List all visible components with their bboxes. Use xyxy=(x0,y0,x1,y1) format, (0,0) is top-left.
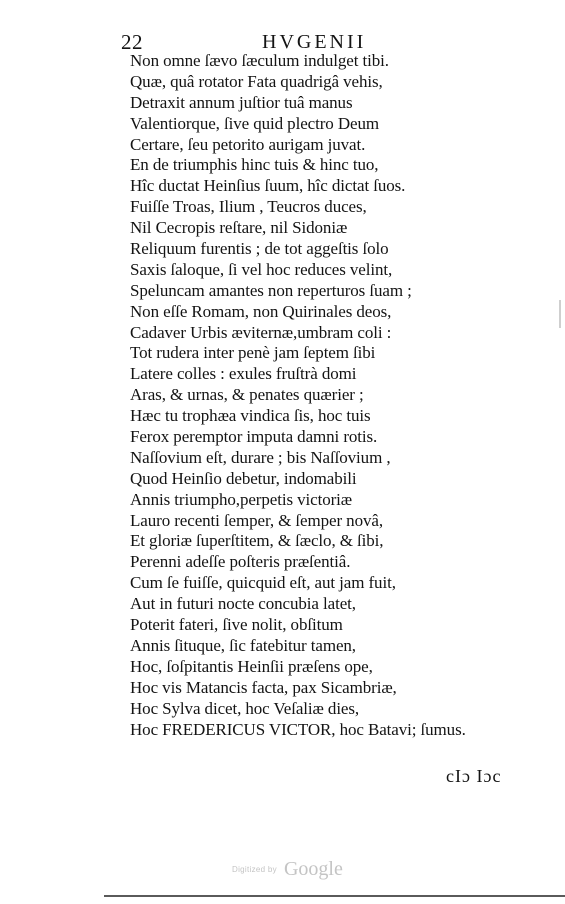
verse-line: Quæ, quâ rotator Fata quadrigâ vehis, xyxy=(130,71,383,91)
verse-line: Cadaver Urbis æviternæ,umbram coli : xyxy=(130,322,392,342)
page-bottom-edge xyxy=(104,895,565,897)
verse-line: Hæc tu trophæa vindica ſis, hoc tuis xyxy=(130,406,371,426)
verse-line: Reliquum furentis ; de tot aggeſtis ſolo xyxy=(130,239,389,259)
verse-line: Non eſſe Romam, non Quirinales deos, xyxy=(130,301,392,321)
google-logo: Google xyxy=(283,858,343,880)
verse-line: Annis ſituque, ſic fatebitur tamen, xyxy=(130,635,356,655)
verse-line: Lauro recenti ſemper, & ſemper novâ, xyxy=(130,510,383,530)
verse-line: Latere colles : exules fruſtrà domi xyxy=(130,364,357,384)
verse-line: Speluncam amantes non reperturos ſuam ; xyxy=(130,280,412,300)
verse-line: Hoc Sylva dicet, hoc Veſaliæ dies, xyxy=(130,698,360,718)
verse-line: Hoc, ſoſpitantis Heinſii præſens ope, xyxy=(130,656,373,676)
verse-line: Fuiſſe Troas, Ilium , Teucros duces, xyxy=(130,197,367,217)
verse-line: Cum ſe fuiſſe, quicquid eſt, aut jam fuit, xyxy=(130,573,396,593)
catchword: cIɔ Iɔc xyxy=(446,766,502,786)
verse-line: Hoc FREDERICUS VICTOR, hoc Batavi; ſumus. xyxy=(130,719,466,739)
digitized-by-label: Digitized by xyxy=(232,865,277,874)
page-number: 22 xyxy=(121,30,143,54)
digitized-watermark xyxy=(232,858,343,880)
verse-line: Non omne ſævo ſæculum indulget tibi. xyxy=(130,51,389,70)
verse-line: Nil Cecropis reſtare, nil Sidoniæ xyxy=(130,218,348,238)
verse-line: Valentiorque, ſive quid plectro Deum xyxy=(130,113,379,133)
verse-line: Tot rudera inter penè jam ſeptem ſibi xyxy=(130,343,376,363)
verse-line: Saxis ſaloque, ſi vel hoc reduces velint, xyxy=(130,259,393,279)
verse-line: Quod Heinſio debetur, indomabili xyxy=(130,468,357,488)
verse-line: Hoc vis Matancis facta, pax Sicambriæ, xyxy=(130,677,397,697)
verse-line: Poterit fateri, ſive nolit, obſitum xyxy=(130,615,343,635)
verse-line: Naſſovium eſt, durare ; bis Naſſovium , xyxy=(130,447,391,467)
verse-line: Aras, & urnas, & penates quærier ; xyxy=(130,385,364,405)
verse-line: Et gloriæ ſuperſtitem, & ſæclo, & ſibi, xyxy=(130,531,384,551)
running-head: HVGENII xyxy=(262,31,367,53)
verse-line: Annis triumpho,perpetis victoriæ xyxy=(130,489,353,509)
verse-line: En de triumphis hinc tuis & hinc tuo, xyxy=(130,155,379,175)
page-edge-mark xyxy=(559,300,561,328)
verse-line: Detraxit annum juſtior tuâ manus xyxy=(130,92,353,112)
verse-line: Ferox peremptor imputa damni rotis. xyxy=(130,427,378,447)
verse-block xyxy=(130,51,550,740)
verse-line: Certare, ſeu petorito aurigam juvat. xyxy=(130,134,366,154)
verse-line: Perenni adeſſe poſteris præſentiâ. xyxy=(130,552,351,572)
verse-line: Aut in futuri nocte concubia latet, xyxy=(130,594,356,614)
verse-line: Hîc ductat Heinſius ſuum, hîc dictat ſuos. xyxy=(130,176,406,196)
